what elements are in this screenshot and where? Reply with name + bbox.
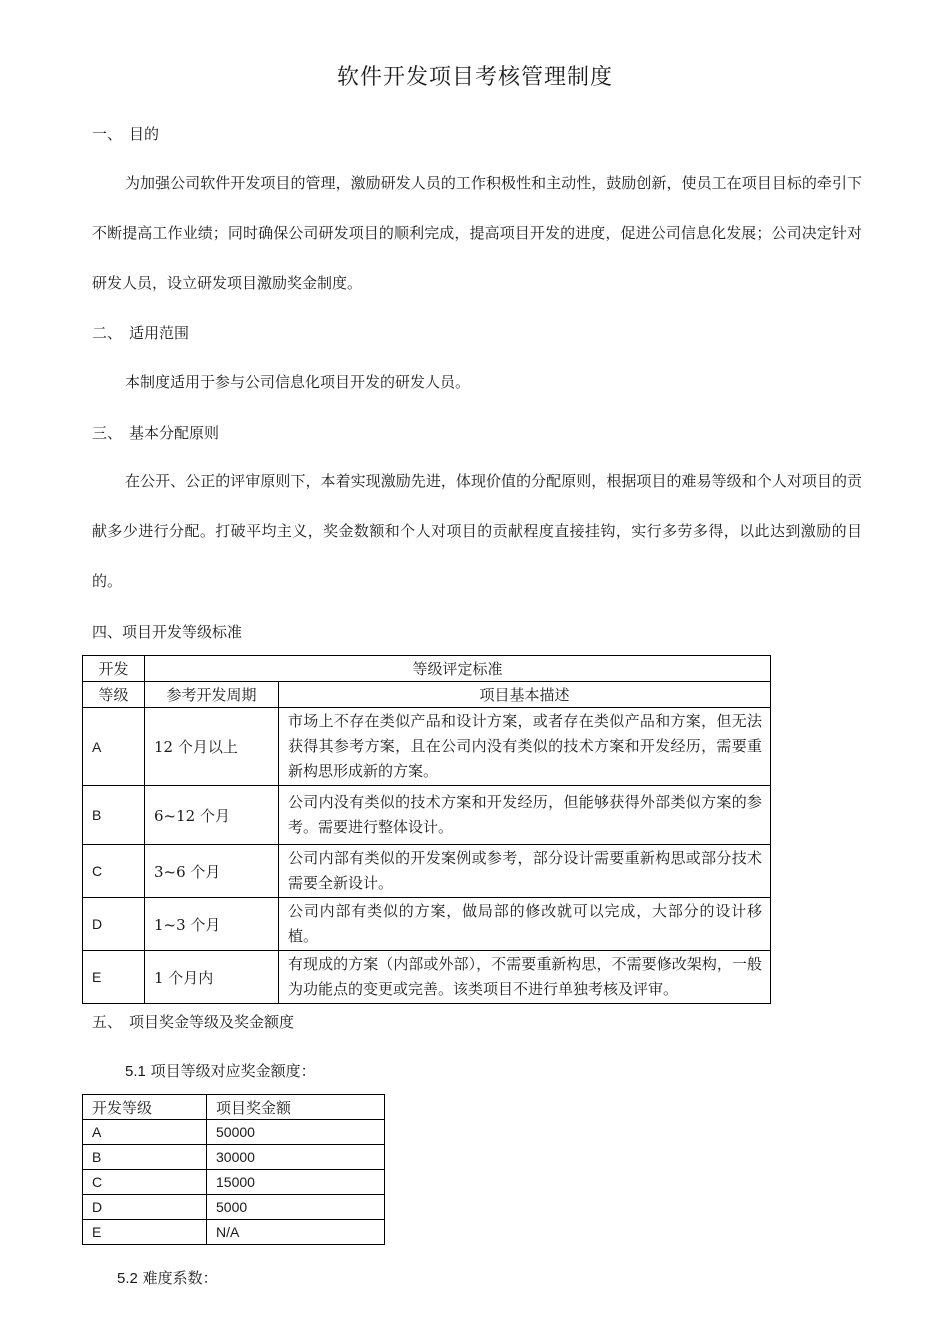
header-amount: 项目奖金额 xyxy=(207,1095,385,1120)
table-row xyxy=(83,1120,385,1145)
grade-cell: E xyxy=(83,951,145,1004)
table-row xyxy=(83,786,771,845)
table-row xyxy=(83,1145,385,1170)
grade-cell: A xyxy=(83,708,145,786)
table-row xyxy=(83,845,771,898)
grade-cell: B xyxy=(83,1145,207,1170)
cycle-cell: 3~6 个月 xyxy=(145,845,279,898)
table-row xyxy=(83,1220,385,1245)
description-cell: 公司内部有类似的方案，做局部的修改就可以完成，大部分的设计移植。 xyxy=(279,898,771,951)
subsection-5-1-heading xyxy=(125,1060,316,1081)
section-heading-grade-standard: 四、项目开发等级标准 xyxy=(92,623,243,641)
grade-cell: E xyxy=(83,1220,207,1245)
amount-cell: 15000 xyxy=(207,1170,385,1195)
section-title: 适用范围 xyxy=(129,324,190,342)
document-title: 软件开发项目考核管理制度 xyxy=(336,65,613,90)
cycle-cell: 12 个月以上 xyxy=(145,708,279,786)
section-number: 三、 xyxy=(92,424,123,442)
header-grade: 开发等级 xyxy=(83,1095,207,1120)
scope-paragraph: 本制度适用于参与公司信息化项目开发的研发人员。 xyxy=(125,373,471,391)
description-cell: 公司内没有类似的技术方案和开发经历，但能够获得外部类似方案的参考。需要进行整体设计。 xyxy=(279,786,771,845)
amount-cell: 50000 xyxy=(207,1120,385,1145)
description-cell: 市场上不存在类似产品和设计方案，或者存在类似产品和方案，但无法获得其参考方案，且在公司内没有类似的技术方案和开发经历，需要重新构思形成新的方案。 xyxy=(279,708,771,786)
header-grade-line2: 等级 xyxy=(83,682,145,708)
subsection-title: 项目等级对应奖金额度： xyxy=(150,1062,316,1080)
grade-cell: D xyxy=(83,898,145,951)
section-title: 目的 xyxy=(129,125,160,143)
section-number: 一、 xyxy=(92,125,123,143)
subsection-number: 5.1 xyxy=(125,1063,146,1080)
amount-cell: 30000 xyxy=(207,1145,385,1170)
cycle-cell: 1 个月内 xyxy=(145,951,279,1004)
section-heading-scope xyxy=(92,322,189,343)
description-cell: 公司内部有类似的开发案例或参考，部分设计需要重新构思或部分技术需要全新设计。 xyxy=(279,845,771,898)
purpose-paragraph: 为加强公司软件开发项目的管理，激励研发人员的工作积极性和主动性，鼓励创新，使员工在项目目标的牵引下不断提高工作业绩；同时确保公司研发项目的顺利完成，提高项目开发的进度，促进公司信息化发展；公司决定针对研发人员，设立研发项目激励奖金制度。 xyxy=(92,174,862,292)
header-description: 项目基本描述 xyxy=(279,682,771,708)
table-row xyxy=(83,1170,385,1195)
section-heading-principles xyxy=(92,422,219,443)
grade-cell: D xyxy=(83,1195,207,1220)
cycle-cell: 1~3 个月 xyxy=(145,898,279,951)
subsection-5-2-heading xyxy=(117,1267,218,1288)
header-grade-line1: 开发 xyxy=(83,656,145,682)
principles-paragraph: 在公开、公正的评审原则下，本着实现激励先进，体现价值的分配原则，根据项目的难易等级和个人对项目的贡献多少进行分配。打破平均主义，奖金数额和个人对项目的贡献程度直接挂钩，实行多劳多得，以此达到激励的目的。 xyxy=(92,472,862,590)
grade-cell: C xyxy=(83,1170,207,1195)
amount-cell: N/A xyxy=(207,1220,385,1245)
section-number: 二、 xyxy=(92,324,123,342)
table-row xyxy=(83,708,771,786)
table-row xyxy=(83,1195,385,1220)
subsection-title: 难度系数： xyxy=(142,1269,218,1287)
grade-cell: C xyxy=(83,845,145,898)
bonus-amount-table xyxy=(82,1094,385,1245)
section-number: 五、 xyxy=(92,1013,123,1031)
section-heading-bonus xyxy=(92,1011,294,1032)
section-title: 基本分配原则 xyxy=(129,424,220,442)
cycle-cell: 6~12 个月 xyxy=(145,786,279,845)
amount-cell: 5000 xyxy=(207,1195,385,1220)
subsection-number: 5.2 xyxy=(117,1270,138,1287)
header-criteria: 等级评定标准 xyxy=(145,656,771,682)
section-title: 项目奖金等级及奖金额度 xyxy=(129,1013,295,1031)
grade-standard-table xyxy=(82,655,771,1004)
description-cell: 有现成的方案（内部或外部），不需要重新构思，不需要修改架构，一般为功能点的变更或完善。该类项目不进行单独考核及评审。 xyxy=(279,951,771,1004)
section-heading-purpose xyxy=(92,123,159,144)
table-row xyxy=(83,951,771,1004)
grade-cell: B xyxy=(83,786,145,845)
grade-cell: A xyxy=(83,1120,207,1145)
header-cycle: 参考开发周期 xyxy=(145,682,279,708)
table-row xyxy=(83,898,771,951)
